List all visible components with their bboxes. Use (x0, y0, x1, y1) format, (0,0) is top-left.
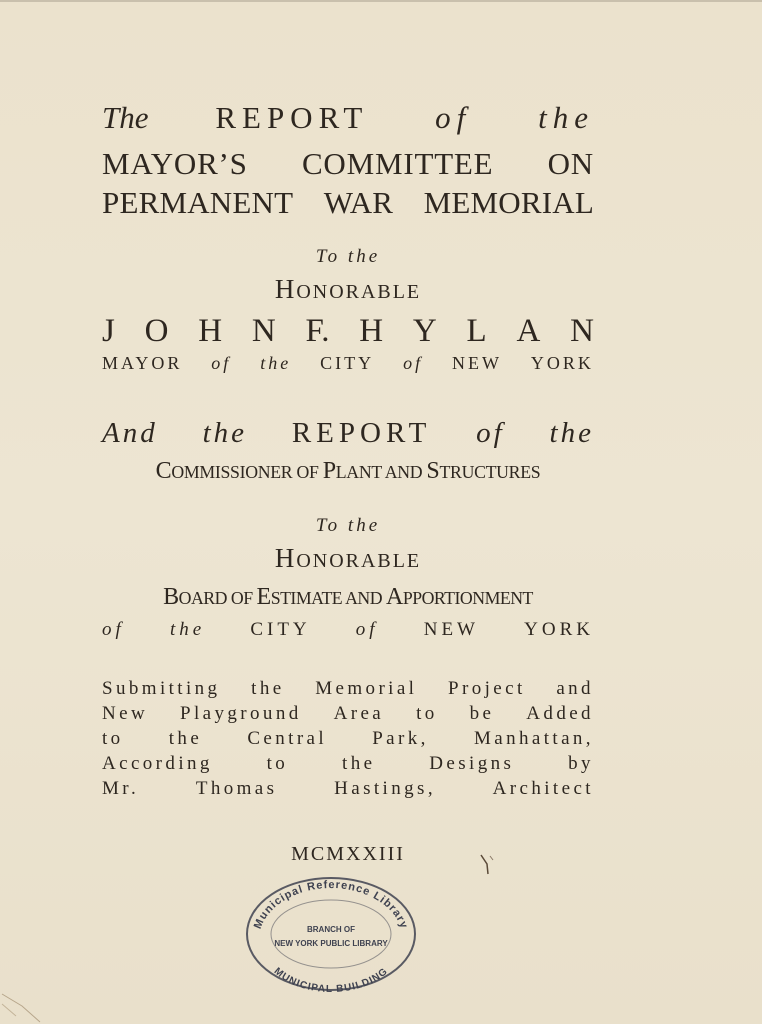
stamp-arc-top: Municipal Reference Library (251, 878, 411, 931)
word: the (169, 619, 206, 640)
title-word: WAR (323, 185, 394, 220)
submitting-line-3 (102, 728, 594, 750)
word: Architect (492, 778, 594, 799)
honorable-1 (102, 274, 594, 305)
word: And (102, 417, 158, 449)
commissioner-line (102, 458, 594, 485)
name-letter: Y (412, 313, 437, 349)
title-line-2 (102, 146, 594, 182)
word: Mr. (102, 778, 140, 799)
mayor-name (102, 313, 594, 350)
initial: B (163, 584, 179, 610)
honorable-initial: H (274, 543, 297, 573)
name-letter: A (516, 313, 541, 349)
word: the (251, 678, 285, 699)
word: MAYOR (102, 353, 183, 373)
board-city-line (102, 619, 594, 641)
title-word: MEMORIAL (423, 185, 594, 220)
word: Memorial (315, 678, 418, 699)
board-line (102, 584, 594, 611)
submitting-line-2 (102, 703, 594, 725)
word: Playground (180, 703, 302, 724)
word: of (355, 619, 379, 640)
year: MCMXXIII (291, 843, 405, 865)
word: CITY (250, 619, 311, 640)
small-caps: PPORTIONMENT (402, 588, 533, 608)
title-word: ON (547, 146, 594, 181)
word: YORK (530, 353, 594, 373)
word: Submitting (102, 678, 221, 699)
submitting-line-5 (102, 778, 594, 800)
small-caps: OMMISSIONER OF (171, 462, 323, 482)
submitting-line-4 (102, 753, 594, 775)
word: the (342, 753, 376, 774)
word: Designs (429, 753, 515, 774)
second-report-line (102, 417, 594, 450)
word: Central (247, 728, 328, 749)
word: Thomas (195, 778, 278, 799)
initial: S (426, 458, 440, 484)
word: the (202, 417, 247, 449)
title-word: of (435, 100, 472, 135)
honorable-initial: H (274, 274, 297, 304)
title-line-1 (102, 100, 594, 136)
word: of (403, 353, 424, 373)
word: the (168, 728, 203, 749)
corner-crease (0, 990, 50, 1024)
word: YORK (524, 619, 594, 640)
mayor-city-line (102, 353, 594, 374)
name-letter: O (144, 313, 169, 349)
initial: E (256, 584, 271, 610)
initial: C (155, 458, 172, 484)
honorable-rest: ONORABLE (296, 281, 422, 303)
small-caps: OARD OF (178, 588, 257, 608)
stamp-inner-ring (271, 900, 391, 968)
word: of (211, 353, 232, 373)
word: Park, (372, 728, 429, 749)
name-letter: N (251, 313, 276, 349)
name-letter: H (198, 313, 223, 349)
word: by (568, 753, 594, 774)
stamp-line-2: NEW YORK PUBLIC LIBRARY (274, 939, 388, 948)
stamp-arc-bottom: MUNICIPAL BUILDING (271, 965, 391, 992)
small-caps: STIMATE AND (270, 588, 386, 608)
initial: A (386, 584, 403, 610)
stamp-outer-ring (247, 878, 415, 990)
title-word: MAYOR’S (102, 146, 248, 181)
title-word: REPORT (215, 100, 369, 135)
honorable-rest: ONORABLE (296, 550, 422, 572)
word: of (102, 619, 125, 640)
word: NEW (452, 353, 502, 373)
to-the-1: To the (315, 246, 381, 267)
page-top-edge (0, 0, 762, 2)
word: the (260, 353, 292, 373)
small-caps: TRUCTURES (439, 462, 541, 482)
word: CITY (320, 353, 375, 373)
name-letter: N (570, 313, 594, 349)
submitting-line-1 (102, 678, 594, 700)
word: be (469, 703, 495, 724)
title-word: The (102, 100, 149, 135)
word: Hastings, (334, 778, 436, 799)
initial: P (322, 458, 336, 484)
word: Project (448, 678, 526, 699)
title-line-3 (102, 185, 594, 221)
word: REPORT (291, 417, 432, 449)
title-word: COMMITTEE (301, 146, 494, 181)
name-letter: J (102, 313, 115, 349)
title-word: PERMANENT (102, 185, 294, 220)
library-stamp (241, 872, 421, 992)
word: Manhattan, (473, 728, 594, 749)
title-word: the (538, 100, 594, 135)
to-the-2: To the (315, 515, 381, 536)
name-letter: L (466, 313, 487, 349)
pencil-mark (478, 852, 498, 880)
honorable-2 (102, 543, 594, 574)
word: to (416, 703, 438, 724)
word: New (102, 703, 149, 724)
name-letter: H (359, 313, 384, 349)
word: of (476, 417, 505, 449)
word: to (102, 728, 124, 749)
name-letter: F. (305, 313, 330, 349)
word: Area (333, 703, 385, 724)
word: the (549, 417, 594, 449)
small-caps: LANT AND (335, 462, 427, 482)
stamp-line-1: BRANCH OF (307, 925, 355, 934)
word: NEW (423, 619, 479, 640)
word: to (266, 753, 289, 774)
word: Added (526, 703, 594, 724)
word: According (102, 753, 213, 774)
word: and (556, 678, 594, 699)
